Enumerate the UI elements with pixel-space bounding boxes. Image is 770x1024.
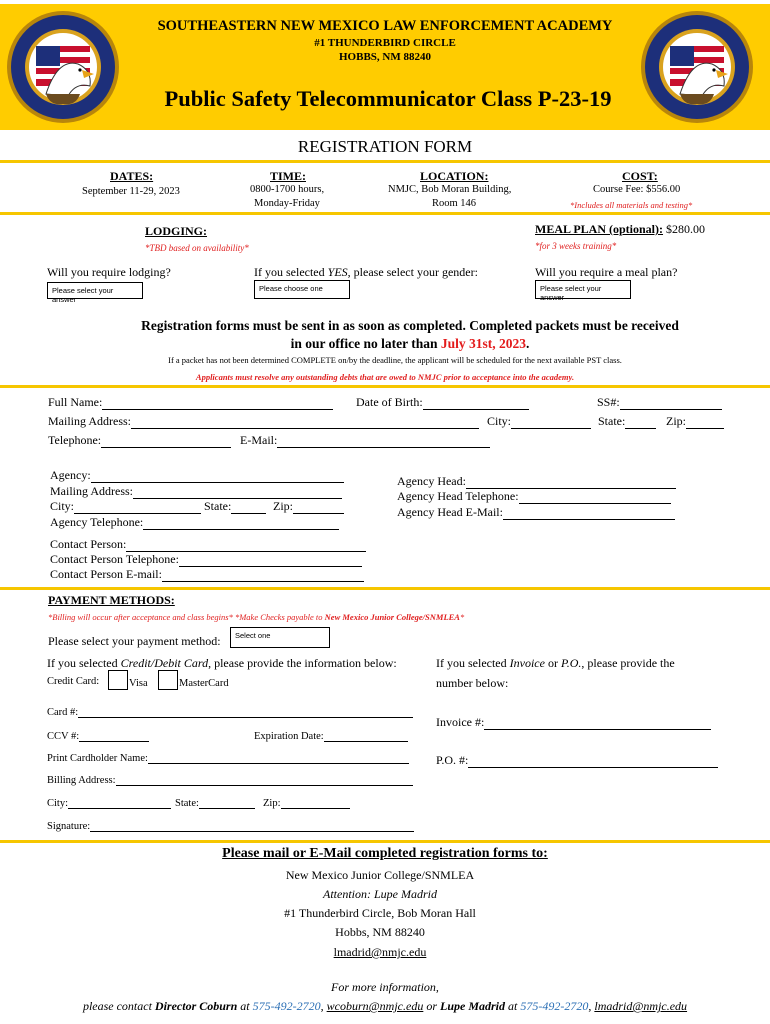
state-field[interactable] [598, 414, 656, 429]
billing-address-line[interactable] [116, 775, 413, 786]
mailing-address-label: Mailing Address: [48, 414, 131, 428]
dob-label: Date of Birth: [356, 395, 423, 409]
agency-line[interactable] [91, 472, 344, 483]
agency-mailing-label: Mailing Address: [50, 484, 133, 498]
full-name-field[interactable] [48, 395, 333, 410]
divider [0, 840, 770, 843]
billing-zip-field[interactable] [263, 798, 350, 809]
invoice-intro-pre: If you selected [436, 656, 510, 670]
state-label: State: [598, 414, 626, 428]
invoice-line[interactable] [484, 719, 711, 730]
gender-question-yes: YES [327, 265, 348, 279]
lodging-select[interactable] [47, 282, 143, 304]
agency-mailing-field[interactable] [50, 484, 342, 499]
gender-question [254, 265, 478, 280]
credit-card-intro-em: Credit/Debit Card [120, 656, 209, 670]
agency-head-telephone-line[interactable] [519, 493, 671, 504]
state-line[interactable] [625, 418, 656, 429]
mail-heading: Please mail or E-Mail completed registration forms to: [222, 846, 548, 861]
ss-field[interactable] [597, 395, 722, 410]
divider [0, 385, 770, 388]
mastercard-label: MasterCard [179, 678, 229, 689]
payment-method-question: Please select your payment method: [48, 634, 221, 648]
agency-city-line[interactable] [74, 503, 201, 514]
time-value-line2: Monday-Friday [254, 198, 320, 209]
email-field[interactable] [240, 433, 490, 448]
agency-state-label: State: [204, 499, 232, 513]
billing-state-label: State: [175, 798, 199, 809]
contact-sep-2: , [588, 999, 595, 1013]
agency-label: Agency: [50, 468, 91, 482]
contact-email-madrid[interactable]: lmadrid@nmjc.edu [594, 999, 688, 1013]
debt-note: Applicants must resolve any outstanding debts that are owed to NMJC prior to acceptance into the academy. [195, 372, 575, 382]
full-name-line[interactable] [102, 399, 333, 410]
cardholder-label: Print Cardholder Name: [47, 753, 148, 764]
cardholder-field[interactable] [47, 753, 409, 764]
billing-zip-label: Zip: [263, 798, 281, 809]
zip-label: Zip: [666, 414, 686, 428]
invoice-field[interactable] [436, 715, 711, 730]
payment-note-pre: *Billing will occur after acceptance and class begins* *Make Checks payable to [48, 612, 325, 622]
meal-plan-select-placeholder: Please select your answer [540, 284, 602, 302]
gender-question-pre: If you selected [254, 265, 328, 279]
card-number-field[interactable] [47, 707, 413, 718]
billing-city-label: City: [47, 798, 69, 809]
contact-sep-1: , [320, 999, 327, 1013]
contact-phone-coburn[interactable]: 575-492-2720 [252, 999, 321, 1013]
agency-head-telephone-field[interactable] [397, 489, 671, 504]
contact-email-coburn[interactable]: wcoburn@nmjc.edu [326, 999, 424, 1013]
location-value-line1: NMJC, Bob Moran Building, [388, 184, 512, 195]
gender-select-placeholder: Please choose one [259, 284, 323, 293]
meal-plan-heading [535, 222, 705, 237]
form-title: REGISTRATION FORM [297, 137, 473, 156]
class-title: Public Safety Telecommunicator Class P-23-19 [164, 86, 612, 111]
contact-name-coburn: Director Coburn [154, 999, 238, 1013]
zip-field[interactable] [666, 414, 724, 429]
meal-plan-question: Will you require a meal plan? [535, 265, 678, 279]
mailing-address-field[interactable] [48, 414, 479, 429]
meal-plan-note: *for 3 weeks training* [535, 241, 617, 251]
mailing-address-line[interactable] [131, 418, 479, 429]
agency-zip-line[interactable] [293, 503, 344, 514]
deadline-line2-post: . [526, 336, 530, 351]
email-line[interactable] [277, 437, 490, 448]
billing-address-label: Billing Address: [47, 775, 116, 786]
agency-head-line[interactable] [466, 478, 676, 489]
gender-question-post: , please select your gender: [347, 265, 478, 279]
payment-note [48, 612, 464, 622]
contact-phone-madrid[interactable]: 575-492-2720 [520, 999, 589, 1013]
visa-checkbox[interactable] [108, 670, 128, 690]
expiration-field[interactable] [254, 731, 408, 742]
telephone-field[interactable] [48, 433, 231, 448]
cost-value: Course Fee: $556.00 [593, 184, 681, 195]
agency-zip-field[interactable] [273, 499, 344, 514]
meal-plan-price: $280.00 [663, 222, 706, 236]
po-line[interactable] [468, 757, 718, 768]
telephone-line[interactable] [101, 437, 231, 448]
lodging-select-placeholder: Please select your answer [52, 286, 114, 304]
agency-state-line[interactable] [231, 503, 266, 514]
agency-city-label: City: [50, 499, 75, 513]
academy-name: SOUTHEASTERN NEW MEXICO LAW ENFORCEMENT ACADEMY [157, 18, 613, 34]
divider [0, 160, 770, 163]
deadline-line1: Registration forms must be sent in as soon as completed. Completed packets must be received [141, 318, 679, 333]
payment-method-select-placeholder: Select one [235, 631, 271, 640]
location-value-line2: Room 146 [432, 198, 477, 209]
contact-name-madrid: Lupe Madrid [440, 999, 506, 1013]
signature-label: Signature: [47, 821, 91, 832]
location-label: LOCATION: [420, 169, 489, 183]
invoice-intro-mid: or [544, 656, 561, 670]
agency-head-field[interactable] [397, 474, 676, 489]
city-label: City: [487, 414, 512, 428]
divider [0, 212, 770, 215]
full-name-label: Full Name: [48, 395, 103, 409]
cost-note: *Includes all materials and testing* [570, 200, 693, 210]
contact-person-label: Contact Person: [50, 537, 127, 551]
billing-state-field[interactable] [175, 798, 255, 809]
mail-email-link[interactable]: lmadrid@nmjc.edu [333, 945, 427, 959]
dates-label: DATES: [110, 169, 154, 183]
ss-line[interactable] [620, 399, 722, 410]
mail-attention: Attention: Lupe Madrid [323, 887, 437, 901]
academy-address-line1: #1 THUNDERBIRD CIRCLE [314, 37, 456, 49]
divider [0, 587, 770, 590]
agency-telephone-label: Agency Telephone: [50, 515, 144, 529]
invoice-intro-post: , please provide the [581, 656, 675, 670]
contact-telephone-label: Contact Person Telephone: [50, 552, 179, 566]
contact-email-label: Contact Person E-mail: [50, 567, 162, 581]
agency-head-telephone-label: Agency Head Telephone: [397, 489, 519, 503]
po-field[interactable] [436, 753, 718, 768]
deadline-line2 [0, 336, 770, 352]
invoice-label: Invoice #: [436, 715, 485, 729]
gender-select[interactable] [254, 280, 350, 299]
mail-org: New Mexico Junior College/SNMLEA [285, 868, 475, 882]
invoice-intro-line2: number below: [436, 676, 509, 690]
invoice-intro-em2: P.O. [560, 656, 582, 670]
visa-label: Visa [129, 678, 148, 689]
payment-note-payee: New Mexico Junior College/SNMLEA [324, 612, 460, 622]
dates-value: September 11-29, 2023 [82, 186, 180, 197]
agency-telephone-field[interactable] [50, 515, 339, 530]
invoice-intro-em1: Invoice [509, 656, 545, 670]
telephone-label: Telephone: [48, 433, 102, 447]
meal-plan-select[interactable] [535, 280, 631, 302]
agency-head-label: Agency Head: [397, 474, 466, 488]
agency-field[interactable] [50, 468, 344, 483]
credit-card-intro-pre: If you selected [47, 656, 121, 670]
billing-state-line[interactable] [199, 798, 255, 809]
city-line[interactable] [511, 418, 591, 429]
mastercard-checkbox[interactable] [158, 670, 178, 690]
cardholder-line[interactable] [148, 753, 409, 764]
contact-telephone-field[interactable] [50, 552, 362, 567]
contact-email-line[interactable] [162, 571, 364, 582]
agency-head-email-label: Agency Head E-Mail: [397, 505, 503, 519]
more-info: For more information, [331, 980, 439, 994]
payment-method-select[interactable] [230, 627, 330, 648]
mail-street: #1 Thunderbird Circle, Bob Moran Hall [284, 906, 476, 920]
contact-person-field[interactable] [50, 537, 366, 552]
contact-person-line[interactable] [126, 541, 366, 552]
agency-zip-label: Zip: [273, 499, 293, 513]
mail-city: Hobbs, NM 88240 [335, 925, 425, 939]
agency-telephone-line[interactable] [143, 519, 339, 530]
contact-pre: please contact [82, 999, 155, 1013]
time-label: TIME: [270, 169, 306, 183]
agency-head-email-line[interactable] [503, 509, 675, 520]
dob-field[interactable] [356, 395, 529, 410]
credit-card-label: Credit Card: [47, 676, 100, 687]
agency-mailing-line[interactable] [133, 488, 342, 499]
deadline-line2-pre: in our office no later than [290, 336, 441, 351]
agency-head-email-field[interactable] [397, 505, 675, 520]
billing-city-line[interactable] [68, 798, 171, 809]
academy-address-line2: HOBBS, NM 88240 [339, 51, 431, 63]
card-number-line[interactable] [78, 707, 413, 718]
payment-note-post: * [459, 612, 465, 622]
lodging-question: Will you require lodging? [47, 265, 171, 279]
contact-at-2: at [505, 999, 521, 1013]
payment-methods-label: PAYMENT METHODS: [48, 593, 175, 607]
contact-email-field[interactable] [50, 567, 364, 582]
expiration-label: Expiration Date: [254, 731, 324, 742]
deadline-date: July 31st, 2023 [440, 336, 526, 351]
ccv-field[interactable] [47, 731, 149, 742]
invoice-intro [436, 656, 675, 671]
city-field[interactable] [487, 414, 591, 429]
billing-zip-line[interactable] [281, 798, 350, 809]
meal-plan-label: MEAL PLAN (optional): [535, 222, 664, 236]
lodging-note: *TBD based on availability* [145, 243, 249, 253]
credit-card-intro-post: , please provide the information below: [208, 656, 397, 670]
contact-or: or [423, 999, 440, 1013]
agency-state-field[interactable] [204, 499, 266, 514]
expiration-line[interactable] [324, 731, 408, 742]
ss-label: SS#: [597, 395, 620, 409]
signature-line[interactable] [90, 821, 414, 832]
lodging-label: LODGING: [145, 224, 208, 238]
dob-line[interactable] [423, 399, 529, 410]
credit-card-intro [47, 656, 397, 671]
card-number-label: Card #: [47, 707, 79, 718]
contact-at-1: at [237, 999, 253, 1013]
ccv-line[interactable] [79, 731, 149, 742]
zip-line[interactable] [686, 418, 724, 429]
ccv-label: CCV #: [47, 731, 80, 742]
po-label: P.O. #: [436, 753, 469, 767]
time-value-line1: 0800-1700 hours, [250, 184, 325, 195]
contact-telephone-line[interactable] [179, 556, 362, 567]
billing-address-field[interactable] [47, 775, 413, 786]
agency-city-field[interactable] [50, 499, 201, 514]
email-label: E-Mail: [240, 433, 278, 447]
contact-line [0, 999, 770, 1014]
signature-field[interactable] [47, 821, 414, 832]
deadline-note: If a packet has not been determined COMPLETE on/by the deadline, the applicant will be scheduled for the next available PST class. [168, 355, 622, 365]
cost-label: COST: [622, 169, 658, 183]
billing-city-field[interactable] [47, 798, 171, 809]
